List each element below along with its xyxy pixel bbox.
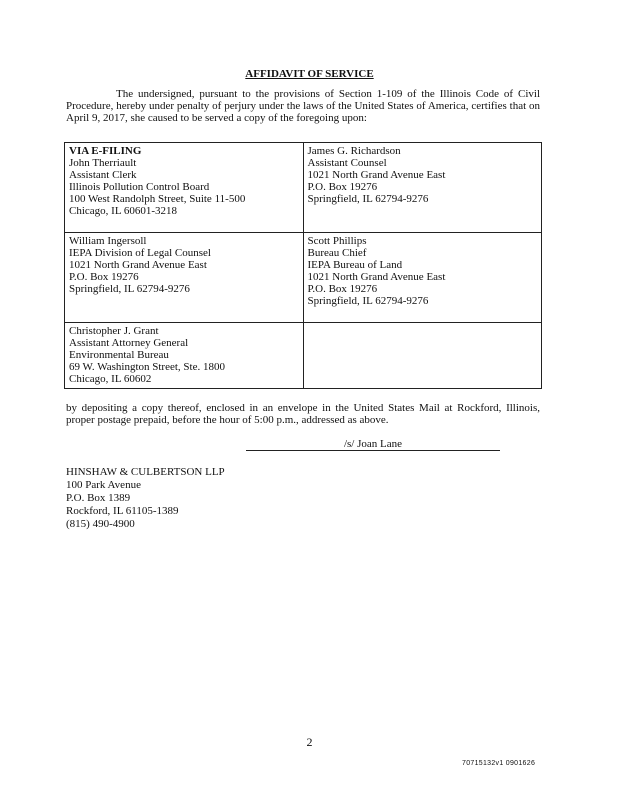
recipient-city: Springfield, IL 62794-9276 bbox=[307, 295, 429, 307]
recipient-org: IEPA Division of Legal Counsel bbox=[69, 247, 211, 259]
recipient-street: 1021 North Grand Avenue East bbox=[69, 259, 207, 271]
recipient-name: John Therriault bbox=[69, 157, 137, 169]
recipient-pobox: P.O. Box 19276 bbox=[69, 271, 139, 283]
recipient-pobox: P.O. Box 19276 bbox=[307, 181, 378, 193]
recipient-org: IEPA Bureau of Land bbox=[307, 259, 403, 271]
recipient-cell bbox=[65, 323, 304, 389]
firm-street: 100 Park Avenue bbox=[66, 479, 141, 491]
recipient-title: Assistant Attorney General bbox=[69, 337, 189, 349]
recipient-street: 1021 North Grand Avenue East bbox=[307, 169, 446, 181]
page-number: 2 bbox=[306, 735, 313, 749]
recipient-name: William Ingersoll bbox=[69, 235, 147, 247]
recipient-org: Illinois Pollution Control Board bbox=[69, 181, 210, 193]
recipient-name: Scott Phillips bbox=[307, 235, 367, 247]
firm-pobox: P.O. Box 1389 bbox=[66, 492, 131, 504]
recipient-cell bbox=[65, 233, 304, 323]
recipient-pobox: P.O. Box 19276 bbox=[307, 283, 378, 295]
firm-city: Rockford, IL 61105-1389 bbox=[66, 505, 179, 517]
signature-text: /s/ Joan Lane bbox=[343, 438, 403, 450]
signature-line bbox=[246, 438, 500, 451]
recipient-title: Bureau Chief bbox=[307, 247, 367, 259]
service-list-table bbox=[64, 142, 542, 389]
document-id: 70715132v1 0901626 bbox=[462, 760, 536, 767]
firm-name: HINSHAW & CULBERTSON LLP bbox=[66, 466, 225, 478]
recipient-city: Springfield, IL 62794-9276 bbox=[69, 283, 190, 295]
recipient-title: Assistant Clerk bbox=[69, 169, 137, 181]
recipient-name: James G. Richardson bbox=[307, 145, 401, 157]
intro-paragraph bbox=[66, 88, 540, 124]
intro-text: The undersigned, pursuant to the provisions of Section 1-109 of the Illinois Code of Civil Procedure, hereby under penalty of perjury under the laws of the United States of America, certifies that on April 9, 2017, she caused to be served a copy of the foregoing upon: bbox=[66, 88, 540, 124]
recipient-city: Springfield, IL 62794-9276 bbox=[307, 193, 429, 205]
firm-block bbox=[66, 466, 225, 531]
recipient-name: Christopher J. Grant bbox=[69, 325, 159, 337]
recipient-cell bbox=[303, 143, 542, 233]
recipient-cell bbox=[303, 233, 542, 323]
document-title: AFFIDAVIT OF SERVICE bbox=[245, 68, 374, 80]
recipient-city: Chicago, IL 60601-3218 bbox=[69, 205, 178, 217]
recipient-street: 69 W. Washington Street, Ste. 1800 bbox=[69, 361, 225, 373]
recipient-street: 1021 North Grand Avenue East bbox=[307, 271, 446, 283]
recipient-org: Environmental Bureau bbox=[69, 349, 169, 361]
closing-paragraph: by depositing a copy thereof, enclosed in an envelope in the United States Mail at Rockford, Illinois, proper postage prepaid, before the hour of 5:00 p.m., addressed as above. bbox=[66, 402, 540, 426]
recipient-street: 100 West Randolph Street, Suite 11-500 bbox=[69, 193, 246, 205]
recipient-title: Assistant Counsel bbox=[307, 157, 387, 169]
firm-phone: (815) 490-4900 bbox=[66, 518, 135, 530]
empty-cell bbox=[303, 323, 542, 389]
recipient-cell bbox=[65, 143, 304, 233]
filing-method: VIA E-FILING bbox=[69, 145, 142, 157]
recipient-city: Chicago, IL 60602 bbox=[69, 373, 152, 385]
